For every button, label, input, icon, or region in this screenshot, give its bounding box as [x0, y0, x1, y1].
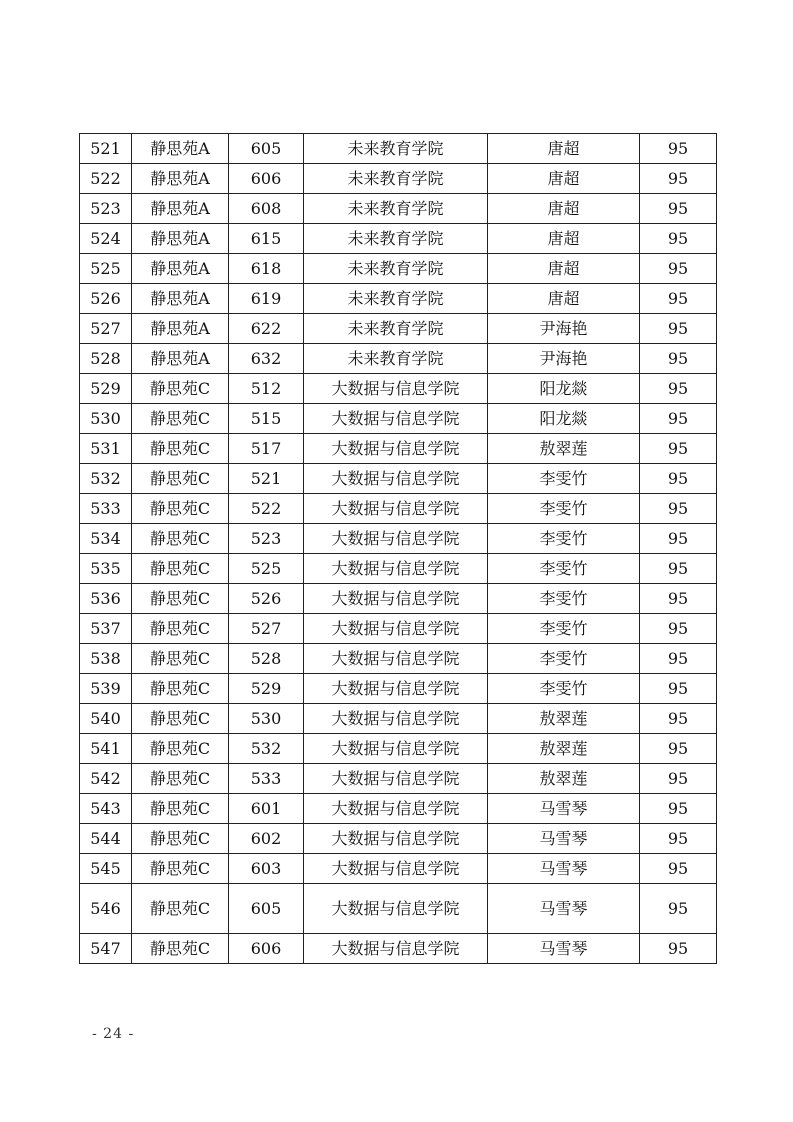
room-number-cell: 603 [229, 854, 304, 884]
building-cell: 静思苑C [132, 374, 229, 404]
responsible-person-cell: 敖翠莲 [488, 734, 640, 764]
row-number-cell: 543 [80, 794, 132, 824]
score-cell: 95 [640, 494, 717, 524]
score-cell: 95 [640, 194, 717, 224]
responsible-person-cell: 唐超 [488, 194, 640, 224]
building-cell: 静思苑A [132, 224, 229, 254]
table-row [80, 374, 717, 404]
responsible-person-cell: 李雯竹 [488, 464, 640, 494]
responsible-person-cell: 唐超 [488, 284, 640, 314]
room-number-cell: 527 [229, 614, 304, 644]
row-number-cell: 542 [80, 764, 132, 794]
row-number-cell: 532 [80, 464, 132, 494]
score-cell: 95 [640, 884, 717, 934]
score-cell: 95 [640, 164, 717, 194]
building-cell: 静思苑C [132, 764, 229, 794]
score-cell: 95 [640, 434, 717, 464]
score-cell: 95 [640, 314, 717, 344]
table-row [80, 734, 717, 764]
row-number-cell: 538 [80, 644, 132, 674]
table-row [80, 224, 717, 254]
row-number-cell: 525 [80, 254, 132, 284]
room-number-cell: 632 [229, 344, 304, 374]
college-cell: 未来教育学院 [304, 254, 488, 284]
college-cell: 大数据与信息学院 [304, 854, 488, 884]
page-number: - 24 - [92, 1026, 135, 1042]
building-cell: 静思苑C [132, 704, 229, 734]
table-body [80, 134, 717, 964]
room-number-cell: 521 [229, 464, 304, 494]
college-cell: 大数据与信息学院 [304, 584, 488, 614]
building-cell: 静思苑A [132, 134, 229, 164]
table-row [80, 794, 717, 824]
college-cell: 大数据与信息学院 [304, 704, 488, 734]
responsible-person-cell: 敖翠莲 [488, 704, 640, 734]
room-number-cell: 532 [229, 734, 304, 764]
table-row [80, 644, 717, 674]
building-cell: 静思苑C [132, 584, 229, 614]
college-cell: 大数据与信息学院 [304, 404, 488, 434]
row-number-cell: 526 [80, 284, 132, 314]
score-cell: 95 [640, 614, 717, 644]
building-cell: 静思苑A [132, 284, 229, 314]
responsible-person-cell: 敖翠莲 [488, 764, 640, 794]
building-cell: 静思苑A [132, 344, 229, 374]
score-cell: 95 [640, 374, 717, 404]
row-number-cell: 522 [80, 164, 132, 194]
college-cell: 大数据与信息学院 [304, 764, 488, 794]
college-cell: 未来教育学院 [304, 344, 488, 374]
college-cell: 大数据与信息学院 [304, 884, 488, 934]
responsible-person-cell: 李雯竹 [488, 584, 640, 614]
room-number-cell: 533 [229, 764, 304, 794]
row-number-cell: 537 [80, 614, 132, 644]
college-cell: 大数据与信息学院 [304, 374, 488, 404]
responsible-person-cell: 敖翠莲 [488, 434, 640, 464]
room-number-cell: 601 [229, 794, 304, 824]
responsible-person-cell: 唐超 [488, 164, 640, 194]
table-row [80, 764, 717, 794]
college-cell: 大数据与信息学院 [304, 434, 488, 464]
room-number-cell: 606 [229, 164, 304, 194]
building-cell: 静思苑C [132, 674, 229, 704]
building-cell: 静思苑C [132, 644, 229, 674]
score-cell: 95 [640, 554, 717, 584]
responsible-person-cell: 唐超 [488, 254, 640, 284]
college-cell: 大数据与信息学院 [304, 524, 488, 554]
building-cell: 静思苑C [132, 884, 229, 934]
responsible-person-cell: 唐超 [488, 224, 640, 254]
score-cell: 95 [640, 404, 717, 434]
responsible-person-cell: 阳龙燚 [488, 404, 640, 434]
room-number-cell: 619 [229, 284, 304, 314]
row-number-cell: 534 [80, 524, 132, 554]
college-cell: 大数据与信息学院 [304, 934, 488, 964]
responsible-person-cell: 唐超 [488, 134, 640, 164]
row-number-cell: 535 [80, 554, 132, 584]
row-number-cell: 529 [80, 374, 132, 404]
room-number-cell: 615 [229, 224, 304, 254]
building-cell: 静思苑A [132, 254, 229, 284]
score-cell: 95 [640, 464, 717, 494]
responsible-person-cell: 尹海艳 [488, 314, 640, 344]
college-cell: 大数据与信息学院 [304, 554, 488, 584]
building-cell: 静思苑C [132, 734, 229, 764]
college-cell: 未来教育学院 [304, 194, 488, 224]
room-number-cell: 605 [229, 884, 304, 934]
table-row [80, 164, 717, 194]
table-row [80, 254, 717, 284]
responsible-person-cell: 马雪琴 [488, 794, 640, 824]
score-cell: 95 [640, 704, 717, 734]
table-row [80, 344, 717, 374]
row-number-cell: 527 [80, 314, 132, 344]
building-cell: 静思苑A [132, 164, 229, 194]
table-row [80, 934, 717, 964]
responsible-person-cell: 马雪琴 [488, 824, 640, 854]
table-row [80, 134, 717, 164]
room-number-cell: 530 [229, 704, 304, 734]
responsible-person-cell: 马雪琴 [488, 854, 640, 884]
building-cell: 静思苑C [132, 824, 229, 854]
responsible-person-cell: 马雪琴 [488, 934, 640, 964]
responsible-person-cell: 李雯竹 [488, 614, 640, 644]
row-number-cell: 528 [80, 344, 132, 374]
table-row [80, 614, 717, 644]
college-cell: 大数据与信息学院 [304, 734, 488, 764]
college-cell: 未来教育学院 [304, 314, 488, 344]
table-row [80, 854, 717, 884]
score-cell: 95 [640, 584, 717, 614]
responsible-person-cell: 李雯竹 [488, 644, 640, 674]
room-number-cell: 515 [229, 404, 304, 434]
room-number-cell: 618 [229, 254, 304, 284]
row-number-cell: 544 [80, 824, 132, 854]
score-cell: 95 [640, 674, 717, 704]
score-cell: 95 [640, 644, 717, 674]
building-cell: 静思苑C [132, 794, 229, 824]
row-number-cell: 545 [80, 854, 132, 884]
building-cell: 静思苑C [132, 554, 229, 584]
table-row [80, 284, 717, 314]
score-cell: 95 [640, 224, 717, 254]
responsible-person-cell: 李雯竹 [488, 524, 640, 554]
college-cell: 未来教育学院 [304, 284, 488, 314]
building-cell: 静思苑C [132, 434, 229, 464]
row-number-cell: 531 [80, 434, 132, 464]
table-row [80, 524, 717, 554]
score-cell: 95 [640, 524, 717, 554]
row-number-cell: 546 [80, 884, 132, 934]
building-cell: 静思苑C [132, 614, 229, 644]
table-row [80, 194, 717, 224]
building-cell: 静思苑C [132, 404, 229, 434]
college-cell: 大数据与信息学院 [304, 644, 488, 674]
room-number-cell: 526 [229, 584, 304, 614]
score-cell: 95 [640, 734, 717, 764]
college-cell: 大数据与信息学院 [304, 674, 488, 704]
room-number-cell: 605 [229, 134, 304, 164]
college-cell: 大数据与信息学院 [304, 494, 488, 524]
table-row [80, 554, 717, 584]
college-cell: 未来教育学院 [304, 224, 488, 254]
college-cell: 大数据与信息学院 [304, 794, 488, 824]
room-number-cell: 522 [229, 494, 304, 524]
row-number-cell: 547 [80, 934, 132, 964]
room-number-cell: 606 [229, 934, 304, 964]
row-number-cell: 523 [80, 194, 132, 224]
room-number-cell: 602 [229, 824, 304, 854]
responsible-person-cell: 李雯竹 [488, 494, 640, 524]
building-cell: 静思苑C [132, 934, 229, 964]
table-row [80, 314, 717, 344]
row-number-cell: 521 [80, 134, 132, 164]
room-number-cell: 529 [229, 674, 304, 704]
responsible-person-cell: 李雯竹 [488, 554, 640, 584]
table-row [80, 404, 717, 434]
score-cell: 95 [640, 854, 717, 884]
responsible-person-cell: 李雯竹 [488, 674, 640, 704]
room-number-cell: 528 [229, 644, 304, 674]
building-cell: 静思苑C [132, 854, 229, 884]
table-row [80, 884, 717, 934]
building-cell: 静思苑A [132, 194, 229, 224]
responsible-person-cell: 马雪琴 [488, 884, 640, 934]
row-number-cell: 539 [80, 674, 132, 704]
score-cell: 95 [640, 134, 717, 164]
college-cell: 大数据与信息学院 [304, 614, 488, 644]
table-row [80, 584, 717, 614]
room-number-cell: 622 [229, 314, 304, 344]
table-row [80, 824, 717, 854]
responsible-person-cell: 阳龙燚 [488, 374, 640, 404]
row-number-cell: 536 [80, 584, 132, 614]
room-number-cell: 512 [229, 374, 304, 404]
row-number-cell: 524 [80, 224, 132, 254]
college-cell: 未来教育学院 [304, 164, 488, 194]
table-row [80, 704, 717, 734]
score-cell: 95 [640, 934, 717, 964]
college-cell: 大数据与信息学院 [304, 824, 488, 854]
table-row [80, 434, 717, 464]
table-row [80, 494, 717, 524]
row-number-cell: 530 [80, 404, 132, 434]
row-number-cell: 541 [80, 734, 132, 764]
building-cell: 静思苑C [132, 524, 229, 554]
row-number-cell: 540 [80, 704, 132, 734]
score-cell: 95 [640, 254, 717, 284]
dormitory-score-table [79, 133, 717, 964]
building-cell: 静思苑C [132, 464, 229, 494]
room-number-cell: 517 [229, 434, 304, 464]
building-cell: 静思苑C [132, 494, 229, 524]
score-cell: 95 [640, 344, 717, 374]
score-cell: 95 [640, 284, 717, 314]
table-row [80, 464, 717, 494]
score-cell: 95 [640, 764, 717, 794]
responsible-person-cell: 尹海艳 [488, 344, 640, 374]
college-cell: 未来教育学院 [304, 134, 488, 164]
score-cell: 95 [640, 824, 717, 854]
row-number-cell: 533 [80, 494, 132, 524]
table-row [80, 674, 717, 704]
building-cell: 静思苑A [132, 314, 229, 344]
room-number-cell: 525 [229, 554, 304, 584]
room-number-cell: 608 [229, 194, 304, 224]
room-number-cell: 523 [229, 524, 304, 554]
college-cell: 大数据与信息学院 [304, 464, 488, 494]
score-cell: 95 [640, 794, 717, 824]
